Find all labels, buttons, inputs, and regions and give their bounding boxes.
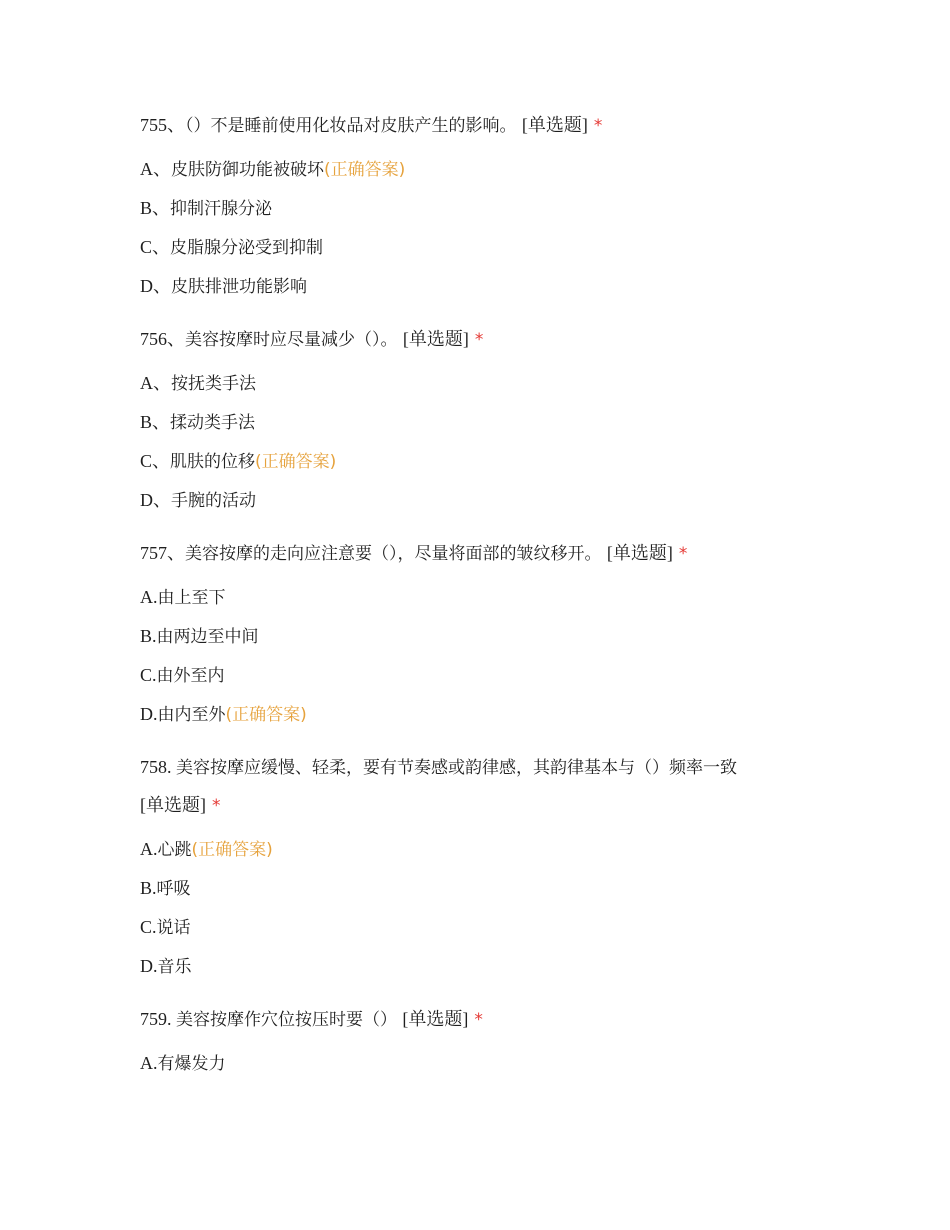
question-number: 758.	[140, 757, 176, 777]
correct-answer-label: (正确答案)	[324, 160, 406, 180]
option-a[interactable]	[140, 1044, 820, 1083]
option-d[interactable]	[140, 267, 820, 306]
option-b[interactable]	[140, 617, 820, 656]
option-letter: C.	[140, 665, 157, 685]
quiz-page	[140, 106, 820, 1083]
option-text: 有爆发力	[157, 1054, 226, 1074]
option-c[interactable]	[140, 442, 820, 481]
option-text: 皮脂腺分泌受到抑制	[170, 238, 324, 258]
option-b[interactable]	[140, 403, 820, 442]
option-text: 音乐	[157, 957, 192, 977]
question-755	[140, 106, 820, 306]
option-text: 由外至内	[156, 666, 225, 686]
question-number: 757、	[140, 543, 185, 563]
option-a[interactable]	[140, 364, 820, 403]
option-letter: B.	[140, 878, 157, 898]
correct-answer-label: (正确答案)	[225, 705, 307, 725]
question-757	[140, 534, 820, 734]
option-c[interactable]	[140, 228, 820, 267]
question-text: 美容按摩的走向应注意要（），尽量将面部的皱纹移开。	[185, 544, 602, 564]
option-text: 心跳	[157, 840, 192, 860]
option-letter: B.	[140, 626, 157, 646]
option-text: 呼吸	[156, 879, 191, 899]
option-letter: D、	[140, 490, 171, 510]
option-text: 由两边至中间	[156, 627, 259, 647]
question-text: （）不是睡前使用化妆品对皮肤产生的影响。	[185, 116, 517, 136]
option-letter: A.	[140, 587, 158, 607]
option-letter: A、	[140, 373, 171, 393]
option-letter: C、	[140, 451, 171, 471]
option-text: 说话	[156, 918, 191, 938]
option-text: 由上至下	[157, 588, 226, 608]
question-text: 美容按摩作穴位按压时要（）	[176, 1010, 397, 1030]
option-c[interactable]	[140, 656, 820, 695]
option-letter: A、	[140, 159, 171, 179]
option-text: 由内至外	[157, 705, 226, 725]
option-text: 手腕的活动	[171, 491, 256, 511]
option-text: 皮肤防御功能被破坏	[171, 160, 324, 180]
question-758	[140, 748, 820, 986]
question-number: 755、	[140, 115, 185, 135]
question-text: 美容按摩时应尽量减少（）。	[185, 330, 398, 350]
question-number: 756、	[140, 329, 185, 349]
option-text: 抑制汗腺分泌	[170, 199, 273, 219]
question-756	[140, 320, 820, 520]
required-mark: *	[678, 544, 688, 564]
option-letter: D、	[140, 276, 171, 296]
question-title	[140, 106, 820, 144]
option-a[interactable]	[140, 150, 820, 189]
option-letter: B、	[140, 412, 171, 432]
required-mark: *	[212, 796, 221, 816]
option-d[interactable]	[140, 947, 820, 986]
option-c[interactable]	[140, 908, 820, 947]
option-b[interactable]	[140, 869, 820, 908]
option-text: 按抚类手法	[171, 374, 256, 394]
question-type: [单选题]	[521, 115, 588, 135]
option-letter: A.	[140, 839, 158, 859]
option-b[interactable]	[140, 189, 820, 228]
question-title	[140, 1000, 820, 1038]
option-letter: C.	[140, 917, 157, 937]
question-type: [单选题]	[402, 1009, 469, 1029]
correct-answer-label: (正确答案)	[255, 452, 337, 472]
option-letter: A.	[140, 1053, 158, 1073]
question-number: 759.	[140, 1009, 176, 1029]
question-type: [单选题]	[140, 795, 206, 815]
required-mark: *	[474, 330, 484, 350]
required-mark: *	[593, 116, 603, 136]
option-text: 皮肤排泄功能影响	[171, 277, 307, 297]
correct-answer-label: (正确答案)	[191, 840, 273, 860]
question-title	[140, 748, 820, 824]
question-text: 美容按摩应缓慢、轻柔，要有节奏感或韵律感，其韵律基本与（）频率一致	[176, 758, 737, 778]
option-d[interactable]	[140, 695, 820, 734]
option-text: 肌肤的位移	[170, 452, 256, 472]
option-a[interactable]	[140, 830, 820, 869]
option-letter: C、	[140, 237, 171, 257]
option-a[interactable]	[140, 578, 820, 617]
required-mark: *	[474, 1010, 483, 1030]
question-title	[140, 534, 820, 572]
question-type: [单选题]	[606, 543, 673, 563]
question-759	[140, 1000, 820, 1083]
question-title	[140, 320, 820, 358]
option-letter: D.	[140, 956, 158, 976]
option-text: 揉动类手法	[170, 413, 256, 433]
option-d[interactable]	[140, 481, 820, 520]
option-letter: D.	[140, 704, 158, 724]
question-type: [单选题]	[402, 329, 469, 349]
option-letter: B、	[140, 198, 171, 218]
